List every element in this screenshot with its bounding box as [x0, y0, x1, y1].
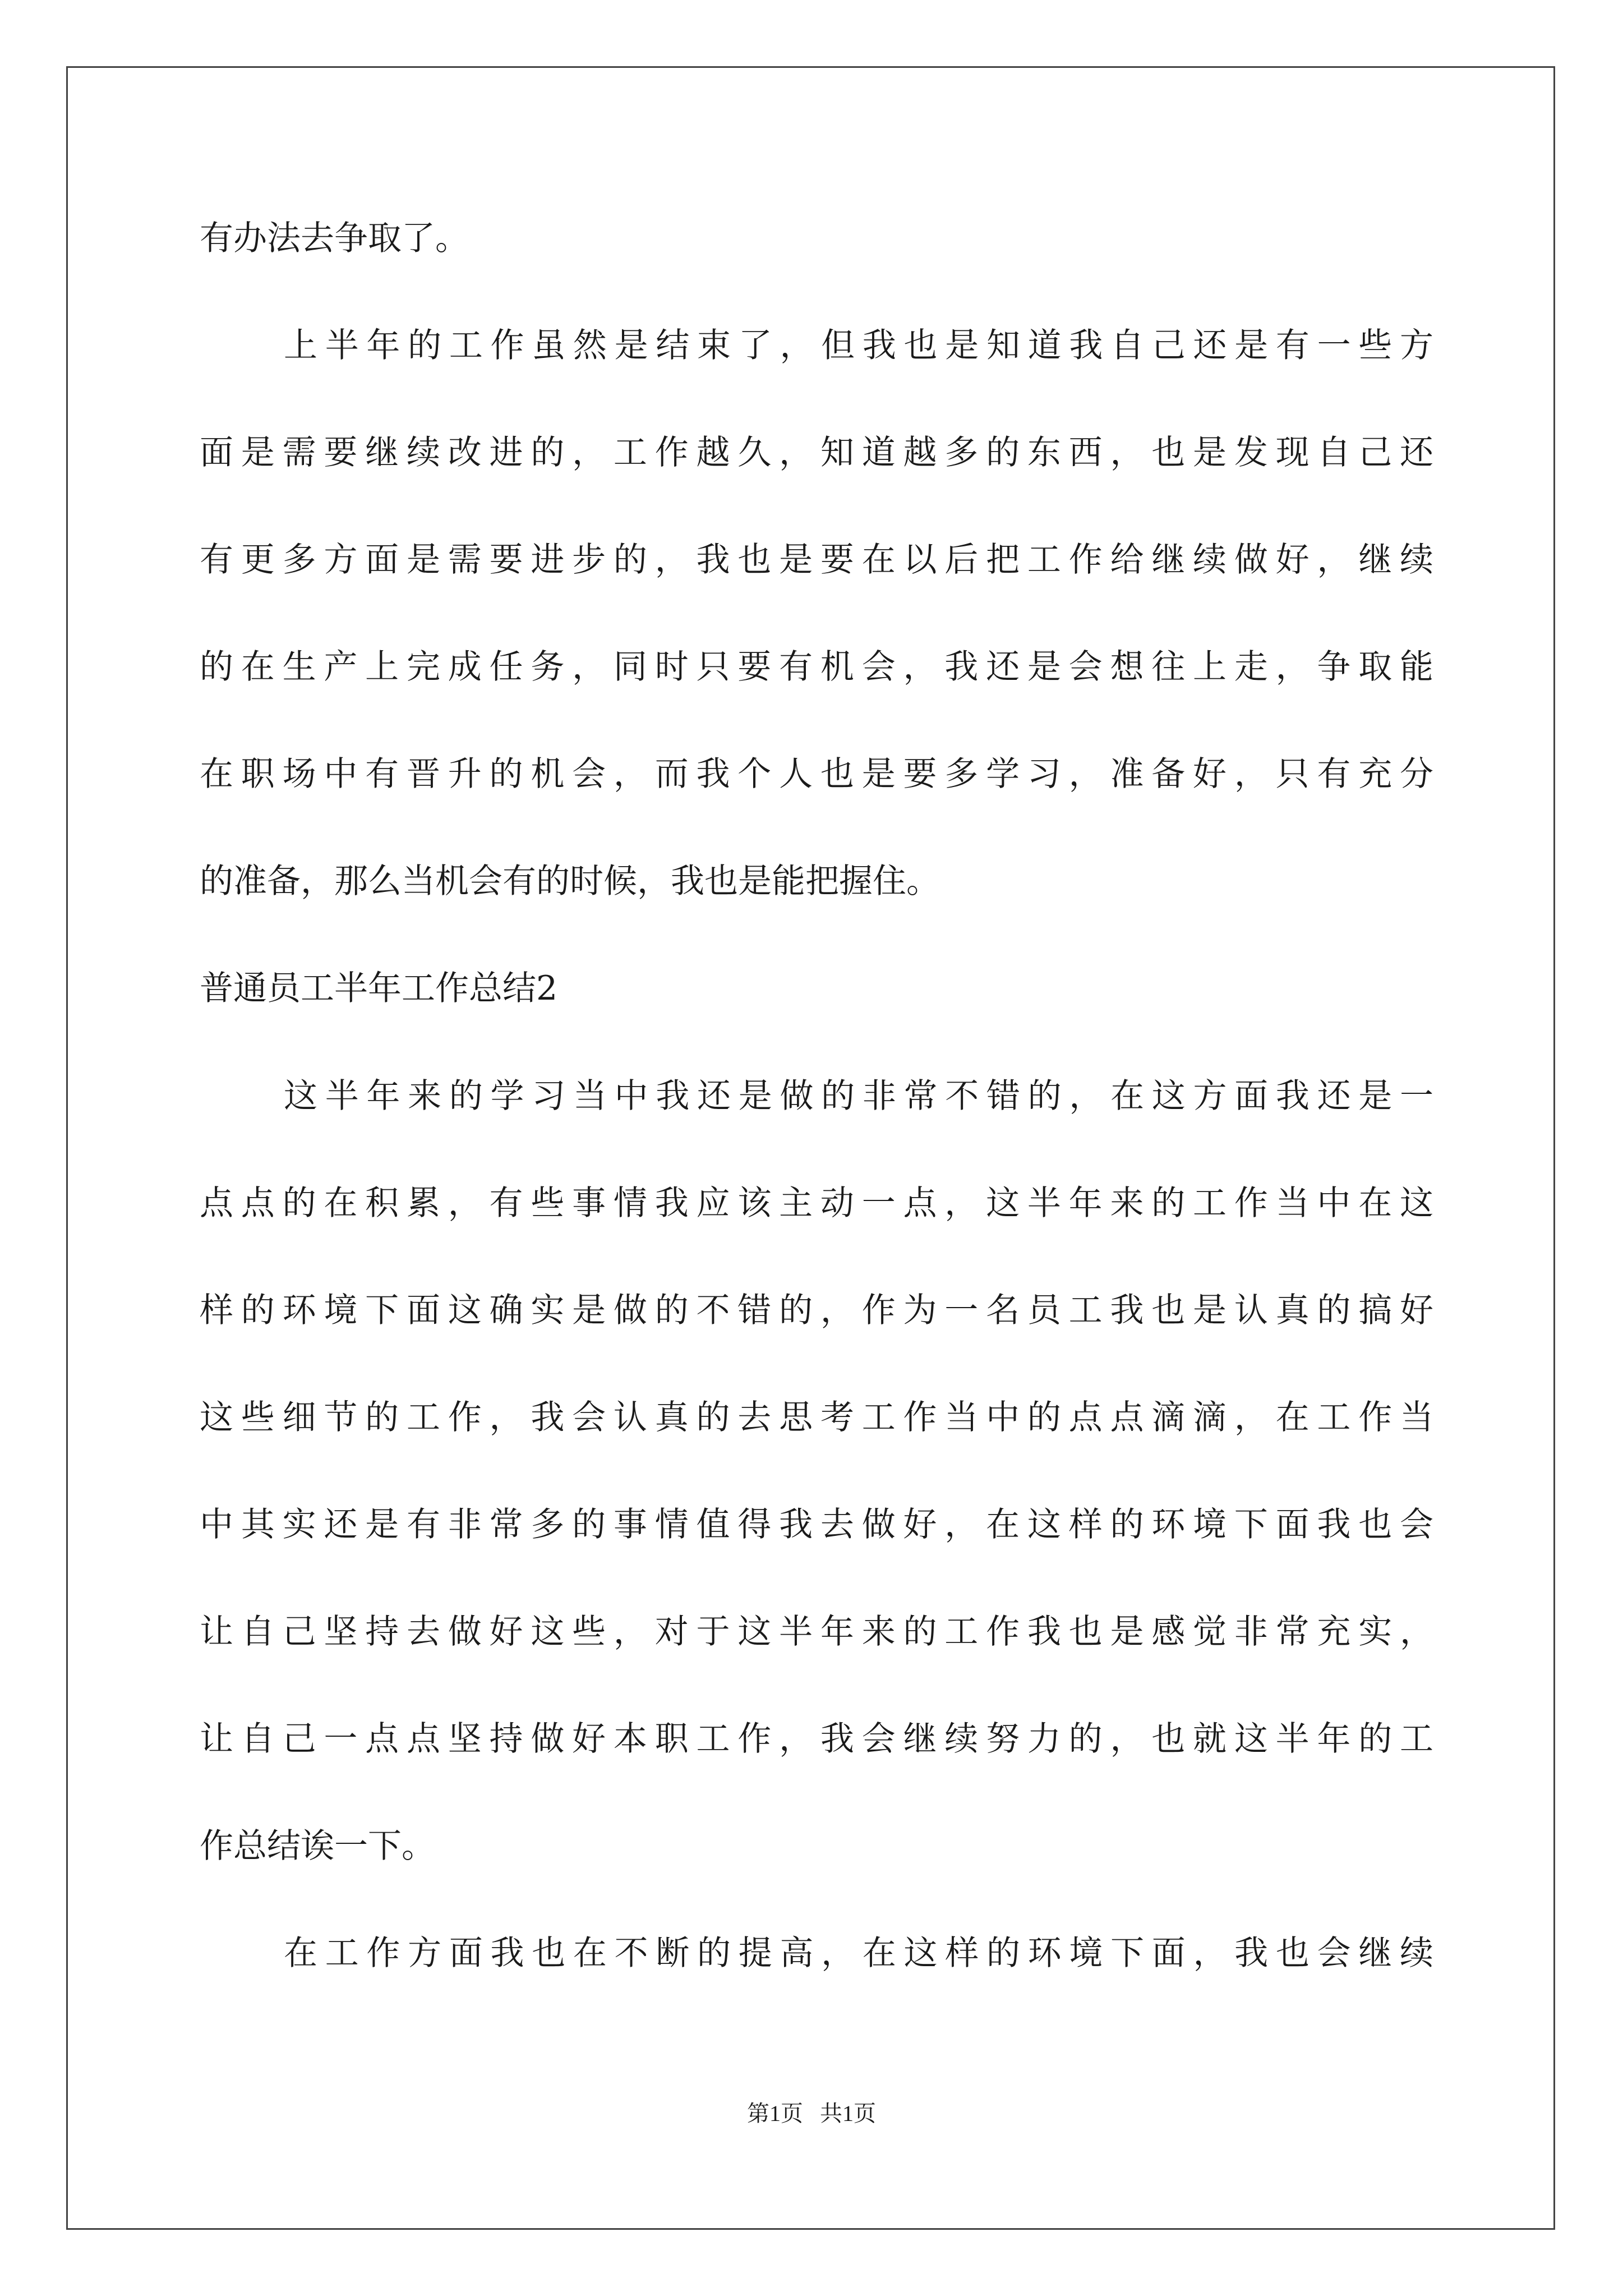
page-number-footer: 第1页 共1页: [747, 2101, 876, 2126]
paragraph-line: 的准备，那么当机会有的时候，我也是能把握住。: [200, 862, 940, 901]
paragraph-line: 的在生产上完成任务，同时只要有机会，我还是会想往上走，争取能: [200, 647, 1433, 687]
section-heading: 普通员工半年工作总结2: [200, 969, 558, 1008]
paragraph-line: 作总结诶一下。: [200, 1826, 435, 1866]
paragraph-line: 样的环境下面这确实是做的不错的，作为一名员工我也是认真的搞好: [200, 1291, 1433, 1330]
paragraph-line: 有办法去争取了。: [200, 219, 469, 258]
paragraph-line: 上半年的工作虽然是结束了，但我也是知道我自己还是有一些方: [284, 326, 1433, 365]
paragraph-line: 面是需要继续改进的，工作越久，知道越多的东西，也是发现自己还: [200, 433, 1433, 472]
paragraph-line: 有更多方面是需要进步的，我也是要在以后把工作给继续做好，继续: [200, 540, 1433, 579]
paragraph-line: 让自己一点点坚持做好本职工作，我会继续努力的，也就这半年的工: [200, 1719, 1433, 1759]
paragraph-line: 在职场中有晋升的机会，而我个人也是要多学习，准备好，只有充分: [200, 754, 1433, 794]
paragraph-line: 让自己坚持去做好这些，对于这半年来的工作我也是感觉非常充实，: [200, 1612, 1433, 1651]
page-border: [66, 66, 1555, 2230]
paragraph-line: 中其实还是有非常多的事情值得我去做好，在这样的环境下面我也会: [200, 1505, 1433, 1544]
paragraph-line: 这些细节的工作，我会认真的去思考工作当中的点点滴滴，在工作当: [200, 1398, 1433, 1437]
paragraph-line: 这半年来的学习当中我还是做的非常不错的，在这方面我还是一: [284, 1076, 1433, 1116]
paragraph-line: 点点的在积累，有些事情我应该主动一点，这半年来的工作当中在这: [200, 1184, 1433, 1223]
paragraph-line: 在工作方面我也在不断的提高，在这样的环境下面，我也会继续: [284, 1934, 1433, 1973]
